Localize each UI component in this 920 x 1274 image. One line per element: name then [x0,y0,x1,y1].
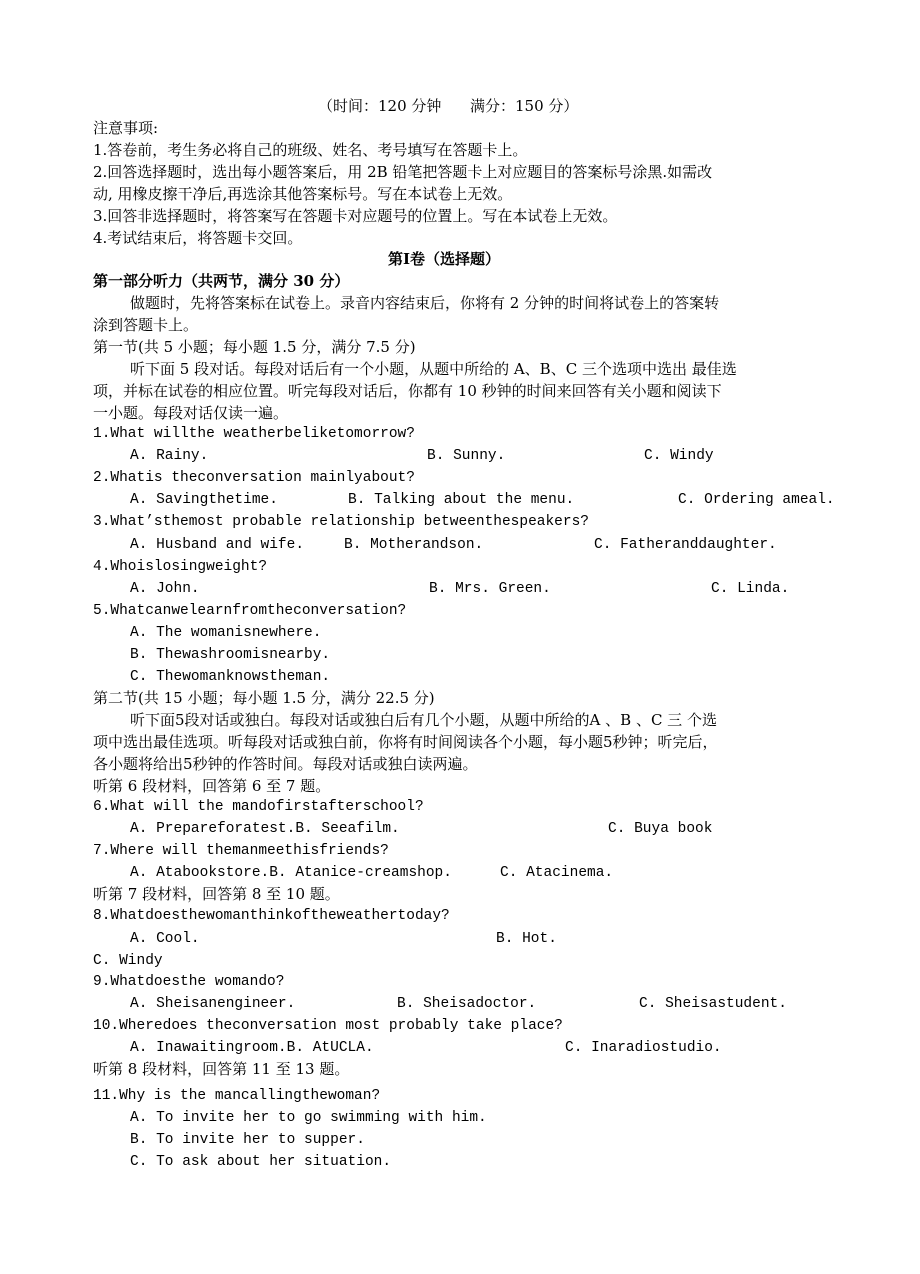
q3-option-a: A. Husband and wife. [130,537,305,553]
notice-item-3: 3.回答非选择题时，将答案写在答题卡对应题号的位置上。写在本试卷上无效。 [93,207,618,225]
q9-option-b: B. Sheisadoctor. [397,996,537,1012]
q1-option-c: C. Windy [644,448,714,464]
section1-intro-2: 项，并标在试卷的相应位置。听完每段对话后，你都有 10 秒钟的时间来回答有关小题和阅读下 [93,382,722,400]
section1-title: 第一节(共 5 小题；每小题 1.5 分，满分 7.5 分) [93,338,416,356]
q9-option-a: A. Sheisanengineer. [130,996,296,1012]
notice-title: 注意事项: [93,119,159,137]
q10-options-ab: A. Inawaitingroom.B. AtUCLA. [130,1040,374,1056]
q7-option-c: C. Atacinema. [500,865,614,881]
notice-item-1: 1.答卷前，考生务必将自己的班级、姓名、考号填写在答题卡上。 [93,141,528,159]
q2-stem: 2.Whatis theconversation mainlyabout? [93,470,415,486]
material-7-heading: 听第 7 段材料，回答第 8 至 10 题。 [93,885,340,903]
q11-option-a: A. To invite her to go swimming with him. [130,1110,487,1126]
q4-option-b: B. Mrs. Green. [429,581,551,597]
notice-item-2-cont: 动, 用橡皮擦干净后,再选涂其他答案标号。写在本试卷上无效。 [93,185,513,203]
q7-options-ab: A. Atabookstore.B. Atanice-creamshop. [130,865,452,881]
q8-option-b: B. Hot. [496,931,557,947]
q1-option-b: B. Sunny. [427,448,506,464]
q9-stem: 9.Whatdoesthe womando? [93,974,285,990]
q6-options-ab: A. Prepareforatest.B. Seeafilm. [130,821,400,837]
notice-item-2: 2.回答选择题时，选出每小题答案后，用 2B 铅笔把答题卡上对应题目的答案标号涂黑.如需改 [93,163,713,181]
q11-option-b: B. To invite her to supper. [130,1132,365,1148]
notice-item-4: 4.考试结束后，将答题卡交回。 [93,229,303,247]
q5-option-a: A. The womanisnewhere. [130,625,322,641]
volume-title: 第Ⅰ卷（选择题） [388,250,501,268]
q2-option-c: C. Ordering ameal. [678,492,835,508]
q6-option-c: C. Buya book [608,821,713,837]
q4-option-a: A. John. [130,581,200,597]
q3-stem: 3.What’sthemost probable relationship betweenthespeakers? [93,514,589,530]
q5-option-c: C. Thewomanknowstheman. [130,669,331,685]
q11-option-c: C. To ask about her situation. [130,1154,392,1170]
q5-option-b: B. Thewashroomisnearby. [130,647,331,663]
section2-intro-3: 各小题将给出5秒钟的作答时间。每段对话或独白读两遍。 [93,755,478,773]
material-6-heading: 听第 6 段材料，回答第 6 至 7 题。 [93,777,331,795]
part1-intro-2: 涂到答题卡上。 [93,316,199,334]
q3-option-c: C. Fatheranddaughter. [594,537,777,553]
time-score-header: （时间：120 分钟 满分：150 分） [318,97,579,115]
q10-stem: 10.Wheredoes theconversation most probably take place? [93,1018,563,1034]
section2-title: 第二节(共 15 小题；每小题 1.5 分，满分 22.5 分) [93,689,435,707]
q2-option-b: B. Talking about the menu. [348,492,575,508]
q6-stem: 6.What will the mandofirstafterschool? [93,799,424,815]
q8-stem: 8.Whatdoesthewomanthinkoftheweathertoday? [93,908,450,924]
q11-stem: 11.Why is the mancallingthewoman? [93,1088,381,1104]
part1-intro-1: 做题时，先将答案标在试卷上。录音内容结束后，你将有 2 分钟的时间将试卷上的答案转 [130,294,720,312]
q5-stem: 5.Whatcanwelearnfromtheconversation? [93,603,407,619]
q8-option-a: A. Cool. [130,931,200,947]
section1-intro-3: 一小题。每段对话仅读一遍。 [93,404,289,422]
q2-option-a: A. Savingthetime. [130,492,278,508]
part1-title: 第一部分听力（共两节，满分 30 分） [93,272,350,290]
q1-stem: 1.What willthe weatherbeliketomorrow? [93,426,415,442]
section2-intro-1: 听下面5段对话或独白。每段对话或独白后有几个小题，从题中所给的A 、B 、C 三 个选 [130,711,717,729]
q10-option-c: C. Inaradiostudio. [565,1040,722,1056]
q3-option-b: B. Motherandson. [344,537,484,553]
q8-option-c: C. Windy [93,953,163,969]
q7-stem: 7.Where will themanmeethisfriends? [93,843,389,859]
section1-intro-1: 听下面 5 段对话。每段对话后有一个小题，从题中所给的 A、B、C 三个选项中选出 最佳选 [130,360,737,378]
q4-option-c: C. Linda. [711,581,790,597]
q4-stem: 4.Whoislosingweight? [93,559,268,575]
q9-option-c: C. Sheisastudent. [639,996,787,1012]
q1-option-a: A. Rainy. [130,448,209,464]
section2-intro-2: 项中选出最佳选项。听每段对话或独白前，你将有时间阅读各个小题，每小题5秒钟；听完后， [93,733,718,751]
material-8-heading: 听第 8 段材料，回答第 11 至 13 题。 [93,1060,350,1078]
